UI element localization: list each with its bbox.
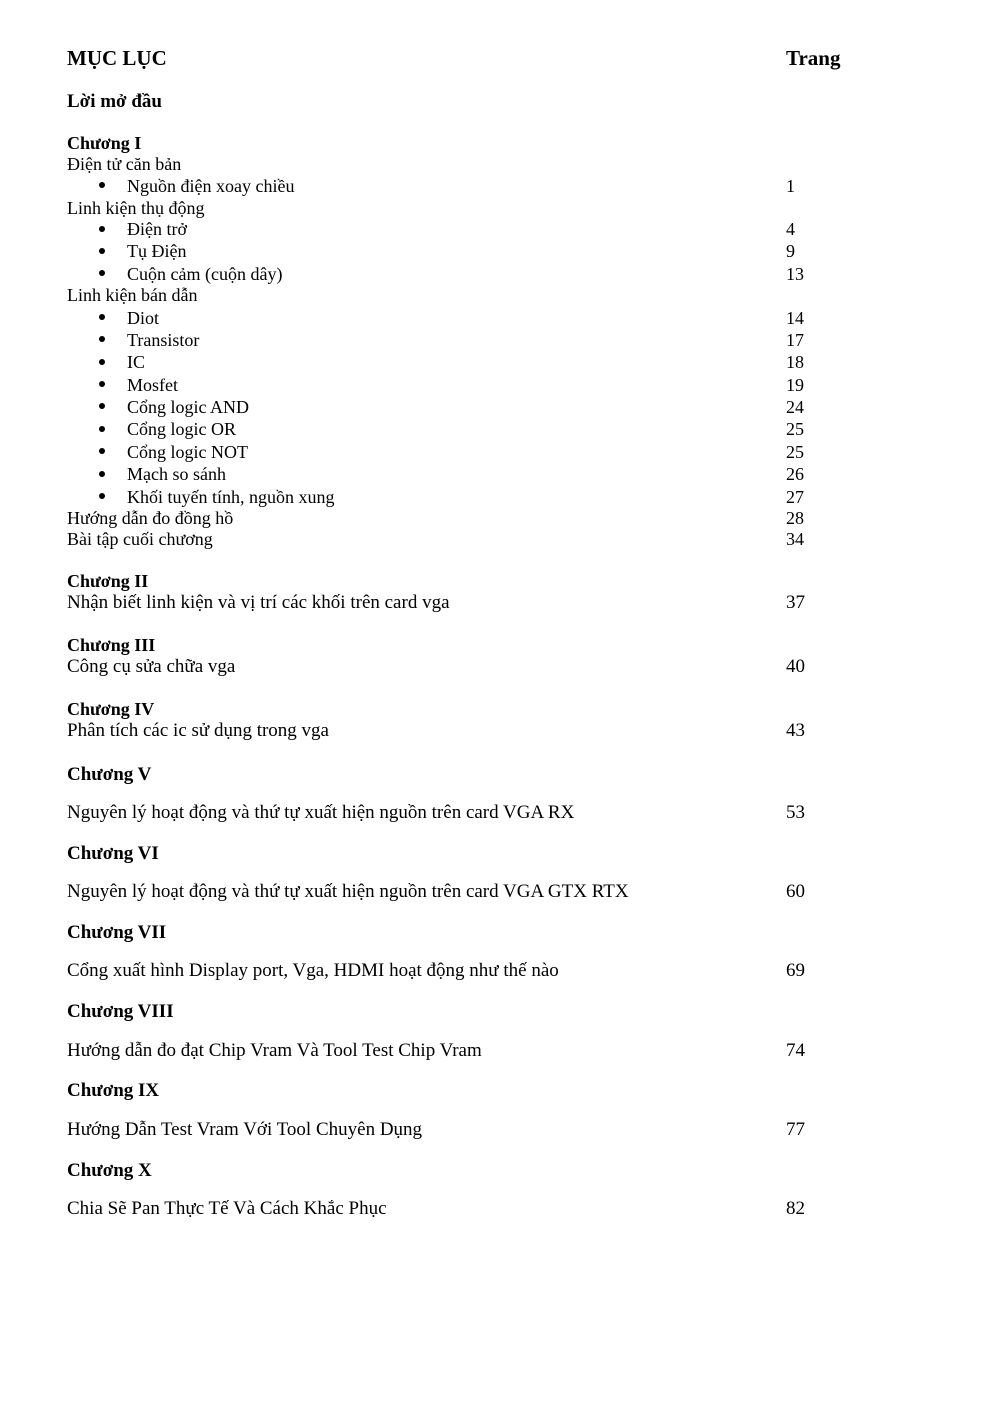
toc-entry-page: 27 [786, 487, 804, 507]
chapter-9-label: Chương IX [67, 1080, 160, 1101]
chapter-4-label: Chương IV [67, 699, 155, 719]
toc-entry-page: 14 [786, 308, 804, 328]
chapter-7-title: Cổng xuất hình Display port, Vga, HDMI hoạt động như thế nào [67, 960, 559, 981]
chapter-3-title: Công cụ sửa chữa vga [67, 656, 236, 677]
chapter-6-page: 60 [786, 881, 805, 902]
toc-entry-label: IC [127, 352, 145, 372]
chapter-5-page: 53 [786, 802, 805, 823]
chapter-5-label: Chương V [67, 764, 152, 785]
chapter-8-page: 74 [786, 1040, 805, 1061]
chapter-9-title: Hướng Dẫn Test Vram Với Tool Chuyên Dụng [67, 1119, 423, 1140]
toc-entry-page: 19 [786, 375, 804, 395]
section-title: Điện tử căn bản [67, 154, 182, 174]
chapter-6-label: Chương VI [67, 843, 159, 864]
chapter-10-title: Chia Sẽ Pan Thực Tế Và Cách Khắc Phục [67, 1198, 387, 1219]
toc-entry-page: 1 [786, 176, 795, 196]
chapter-4-title: Phân tích các ic sử dụng trong vga [67, 720, 329, 741]
chapter-8-title: Hướng dẫn đo đạt Chip Vram Và Tool Test Chip Vram [67, 1040, 482, 1061]
toc-entry-label: Tụ Điện [127, 241, 187, 261]
chapter-2-label: Chương II [67, 571, 149, 591]
chapter-6-title: Nguyên lý hoạt động và thứ tự xuất hiện nguồn trên card VGA GTX RTX [67, 881, 629, 902]
chapter-2-page: 37 [786, 592, 805, 613]
toc-entry-page: 18 [786, 352, 804, 372]
toc-entry-page: 17 [786, 330, 804, 350]
toc-entry-label: Diot [127, 308, 160, 328]
bullet-icon [99, 403, 105, 409]
toc-entry-page: 4 [786, 219, 795, 239]
toc-entry-page: 26 [786, 464, 804, 484]
toc-entry-label: Hướng dẫn đo đồng hồ [67, 508, 234, 528]
toc-entry-page: 9 [786, 241, 795, 261]
chapter-8-label: Chương VIII [67, 1001, 174, 1022]
toc-entry-label: Cổng logic OR [127, 419, 237, 439]
bullet-icon [99, 182, 105, 188]
toc-entry-page: 25 [786, 419, 804, 439]
toc-entry-page: 13 [786, 264, 804, 284]
bullet-icon [99, 471, 105, 477]
toc-entry-page: 34 [786, 529, 804, 549]
chapter-4-page: 43 [786, 720, 805, 741]
toc-entry-label: Điện trở [127, 219, 188, 239]
toc-entry-label: Khối tuyến tính, nguồn xung [127, 487, 335, 507]
bullet-icon [99, 336, 105, 342]
bullet-icon [99, 448, 105, 454]
intro-heading: Lời mở đầu [67, 91, 162, 112]
bullet-icon [99, 226, 105, 232]
bullet-icon [99, 270, 105, 276]
chapter-3-label: Chương III [67, 635, 156, 655]
chapter-10-page: 82 [786, 1198, 805, 1219]
chapter-1-label: Chương I [67, 133, 142, 153]
chapter-7-page: 69 [786, 960, 805, 981]
toc-entry-page: 28 [786, 508, 804, 528]
bullet-icon [99, 493, 105, 499]
toc-entry-label: Bài tập cuối chương [67, 529, 213, 549]
toc-entry-label: Mosfet [127, 375, 178, 395]
toc-entry-page: 25 [786, 442, 804, 462]
toc-title: MỤC LỤC [67, 46, 167, 70]
section-title: Linh kiện thụ động [67, 198, 205, 218]
chapter-5-title: Nguyên lý hoạt động và thứ tự xuất hiện nguồn trên card VGA RX [67, 802, 575, 823]
toc-entry-label: Cổng logic AND [127, 397, 250, 417]
section-title: Linh kiện bán dẫn [67, 285, 198, 305]
bullet-icon [99, 359, 105, 365]
toc-entry-label: Cuộn cảm (cuộn dây) [127, 264, 283, 284]
page-column-header: Trang [786, 46, 841, 70]
bullet-icon [99, 381, 105, 387]
bullet-icon [99, 314, 105, 320]
toc-entry-label: Transistor [127, 330, 200, 350]
chapter-3-page: 40 [786, 656, 805, 677]
toc-entry-label: Mạch so sánh [127, 464, 226, 484]
chapter-7-label: Chương VII [67, 922, 167, 943]
toc-entry-label: Nguồn điện xoay chiều [127, 176, 295, 196]
chapter-10-label: Chương X [67, 1160, 152, 1181]
chapter-2-title: Nhận biết linh kiện và vị trí các khối trên card vga [67, 592, 450, 613]
toc-entry-page: 24 [786, 397, 804, 417]
bullet-icon [99, 426, 105, 432]
toc-entry-label: Cổng logic NOT [127, 442, 248, 462]
chapter-9-page: 77 [786, 1119, 805, 1140]
bullet-icon [99, 248, 105, 254]
